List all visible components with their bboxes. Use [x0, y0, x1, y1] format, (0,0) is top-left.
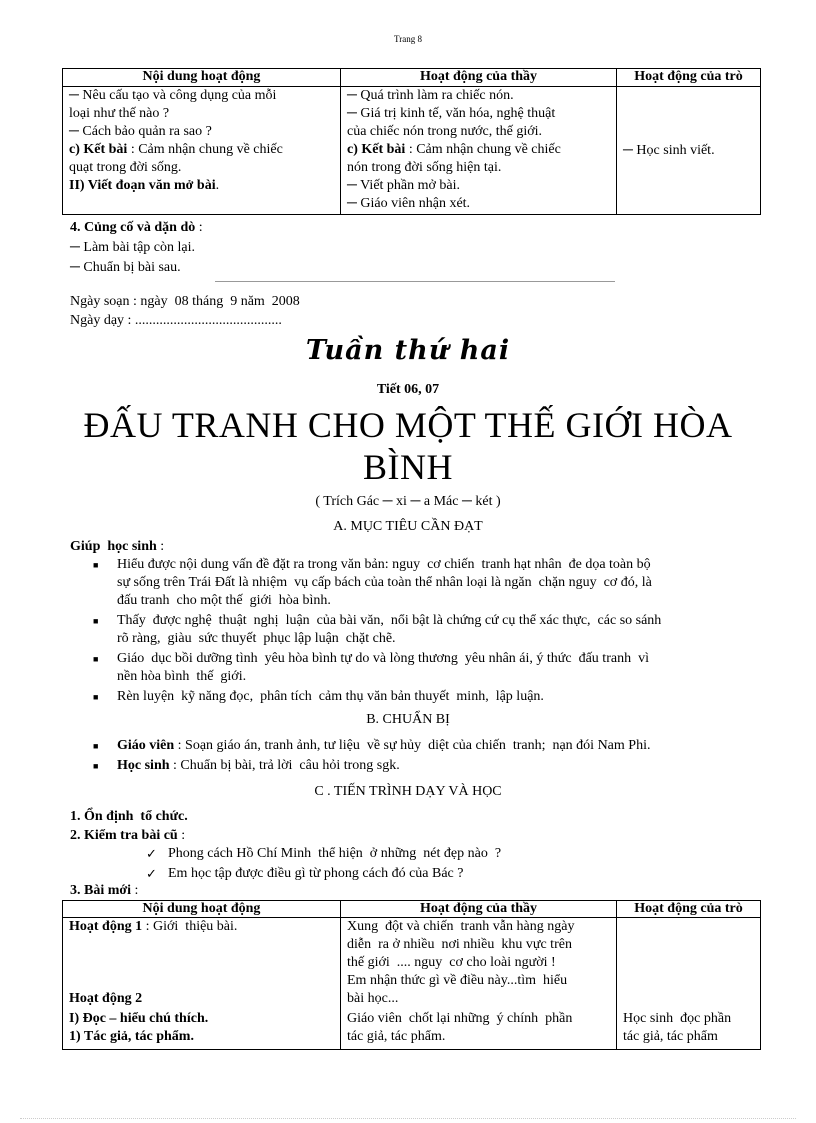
objectives-list: [93, 556, 757, 706]
hd2-item-text: 1) Tác giả, tác phẩm: [69, 1028, 191, 1044]
bullet-icon: ■: [93, 616, 99, 626]
hd1-teacher-line: diễn ra ở nhiều nơi nhiều khu vực trên: [347, 937, 572, 952]
review-question: [146, 845, 728, 863]
consolidation-section: [70, 219, 203, 277]
table1-teacher-line: [347, 141, 610, 159]
ket-bai-label: c) Kết bài: [347, 142, 406, 157]
table1-header-teacher: Hoạt động của thầy: [341, 69, 617, 87]
step-3-label: 3. Bài mới: [70, 883, 132, 898]
section-ii-heading: II) Viết đoạn văn mở bài: [69, 178, 216, 193]
hd2-student-line: Học sinh đọc phần: [623, 1010, 732, 1026]
intro-suffix: :: [156, 539, 165, 554]
lesson-title: [60, 404, 756, 488]
objective-line: sự sống trên Trái Đất là nhiệm vụ cấp bách của toàn thể nhân loại là ngăn chặn nguy cơ đó, là: [117, 575, 652, 590]
table1-teacher-line: nón trong đời sống hiện tại.: [347, 160, 502, 175]
lesson-title-line-2: BÌNH: [363, 447, 453, 487]
objective-line: Hiểu được nội dung vấn đề đặt ra trong văn bản: nguy cơ chiến tranh hạt nhân đe dọa toàn bộ: [117, 557, 651, 572]
consolidation-suffix: :: [195, 220, 203, 235]
bullet-icon: ■: [93, 761, 99, 771]
hd1-text: : Giới thiệu bài.: [142, 919, 238, 934]
week-title: Tuần thứ hai: [305, 335, 511, 366]
section-divider: [215, 281, 615, 282]
consolidation-item: ─ Làm bài tập còn lại.: [70, 240, 195, 255]
table2-header-student: Hoạt động của trò: [617, 901, 761, 918]
table1-content-line: [69, 177, 334, 195]
consolidation-heading: [70, 219, 203, 237]
review-questions: [146, 845, 728, 883]
prep-line: [117, 737, 777, 755]
prep-text: : Soạn giáo án, tranh ảnh, tư liệu về sự hủy diệt của chiến tranh; nạn đói Nam Phi.: [174, 738, 651, 753]
table1-content-line: ─ Nêu cấu tạo và công dụng của mỗi: [69, 88, 277, 103]
table2-hd1-student: [617, 918, 761, 1010]
review-question-text: Phong cách Hồ Chí Minh thể hiện ở những nét đẹp nào ?: [168, 846, 502, 861]
lesson-number: Tiết 06, 07: [376, 382, 440, 397]
hd2-item: I) Đọc – hiểu chú thích.: [69, 1010, 209, 1026]
step-1: 1. Ổn định tổ chức.: [70, 809, 188, 824]
table1-teacher-line: ─ Quá trình làm ra chiếc nón.: [347, 88, 514, 103]
table1-content-cell: [63, 87, 341, 215]
table1-teacher-line: ─ Viết phần mở bài.: [347, 178, 461, 193]
section-a-heading: A. MỤC TIÊU CẦN ĐẠT: [333, 519, 483, 534]
step-2-label: 2. Kiểm tra bài cũ: [70, 828, 178, 843]
table2-header-content: Nội dung hoạt động: [63, 901, 341, 918]
section-ii-period: .: [215, 178, 220, 193]
table1-student-cell: [617, 87, 761, 215]
table2-hd1-content: [63, 918, 341, 1010]
objective-item: [93, 650, 757, 686]
ket-bai-text: : Cảm nhận chung về chiếc: [405, 142, 561, 157]
section-c-heading: C . TIẾN TRÌNH DẠY VÀ HỌC: [314, 784, 502, 799]
consolidation-item: ─ Chuẩn bị bài sau.: [70, 260, 181, 275]
consolidation-label: 4. Củng cố và dặn dò: [70, 220, 196, 235]
table1-content-line: loại như thế nào ?: [69, 106, 170, 121]
table1-content-line: ─ Cách bảo quản ra sao ?: [69, 124, 212, 139]
table1-teacher-cell: [341, 87, 617, 215]
preparation-list: [93, 737, 777, 775]
hd2-item-text: I) Đọc – hiểu chú thích: [69, 1010, 205, 1026]
table2-header-teacher: Hoạt động của thầy: [341, 901, 617, 918]
activity-table-1: [62, 68, 761, 215]
section-b-heading: B. CHUẨN BỊ: [366, 712, 450, 727]
objective-item: [93, 612, 757, 648]
objective-line: rõ ràng, giàu sức thuyết phục lập luận chặt chẽ.: [117, 631, 396, 646]
hd1-line: [69, 918, 334, 936]
table1-header-content: Nội dung hoạt động: [63, 69, 341, 87]
table1-content-line: quạt trong đời sống.: [69, 160, 182, 175]
bullet-icon: ■: [93, 741, 99, 751]
checkmark-icon: ✓: [146, 846, 157, 861]
hd2-student-line: tác giả, tác phẩm: [623, 1028, 718, 1044]
activity-table-2: [62, 900, 761, 1050]
hd2-label: Hoạt động 2: [69, 991, 143, 1006]
hd1-teacher-line: bài học...: [347, 991, 399, 1006]
objective-line: Thấy được nghệ thuật nghị luận của bài văn, nổi bật là chứng cứ cụ thể xác thực, các so sánh: [117, 613, 662, 628]
bullet-icon: ■: [93, 560, 99, 570]
prep-item: [93, 757, 777, 775]
review-question-text: Em học tập được điều gì từ phong cách đó của Bác ?: [168, 866, 464, 881]
hd1-label: Hoạt động 1: [69, 919, 143, 934]
intro-line: [70, 538, 164, 556]
table1-teacher-line: của chiếc nón trong nước, thế giới.: [347, 124, 543, 139]
step-2: [70, 827, 185, 845]
step-2-suffix: :: [177, 828, 186, 843]
hd2-teacher-line: Giáo viên chốt lại những ý chính phần: [347, 1010, 573, 1026]
prep-line: [117, 757, 777, 775]
bullet-icon: ■: [93, 692, 99, 702]
step-3: [70, 882, 138, 900]
page-header: Trang 8: [394, 34, 422, 44]
checkmark-icon: ✓: [146, 866, 157, 881]
prep-label: Học sinh: [117, 758, 170, 773]
ngay-day: Ngày dạy : ..........................................: [70, 313, 282, 328]
objective-item: [93, 688, 757, 706]
table2-hd2-content: [63, 1010, 341, 1050]
hd2-item: 1) Tác giả, tác phẩm.: [69, 1028, 194, 1044]
objective-line: đấu tranh cho một thế giới hòa bình.: [117, 593, 331, 608]
ket-bai-text: : Cảm nhận chung về chiếc: [127, 142, 283, 157]
ket-bai-label: c) Kết bài: [69, 142, 128, 157]
table1-student-line: ─ Học sinh viết.: [623, 142, 715, 158]
source-citation: ( Trích Gác ─ xi ─ a Mác ─ két ): [315, 494, 501, 509]
ngay-soan: Ngày soạn : ngày 08 tháng 9 năm 2008: [70, 294, 300, 309]
objective-item: [93, 556, 757, 610]
objective-line: Rèn luyện kỹ năng đọc, phân tích cảm thụ văn bản thuyết minh, lập luận.: [117, 689, 544, 704]
table1-header-student: Hoạt động của trò: [617, 69, 761, 87]
table2-hd2-student: [617, 1010, 761, 1050]
objective-line: Giáo dục bồi dưỡng tình yêu hòa bình tự do và lòng thương yêu nhân ái, ý thức đấu tranh vì: [117, 651, 649, 666]
prep-text: : Chuẩn bị bài, trả lời câu hỏi trong sgk.: [169, 758, 400, 773]
hd1-teacher-line: thế giới .... nguy cơ cho loài người !: [347, 955, 556, 970]
step-3-suffix: :: [131, 883, 139, 898]
lesson-title-line-1: ĐẤU TRANH CHO MỘT THẾ GIỚI HÒA: [83, 405, 733, 445]
review-question: [146, 865, 728, 883]
intro-label: Giúp học sinh: [70, 539, 157, 554]
prep-label: Giáo viên: [117, 738, 175, 753]
table1-content-line: [69, 141, 334, 159]
hd1-teacher-line: Xung đột và chiến tranh vẫn hàng ngày: [347, 919, 575, 934]
bullet-icon: ■: [93, 654, 99, 664]
objective-line: nền hòa bình thế giới.: [117, 669, 247, 684]
table1-teacher-line: ─ Giáo viên nhận xét.: [347, 196, 471, 211]
prep-item: [93, 737, 777, 755]
table2-hd2-teacher: [341, 1010, 617, 1050]
table1-teacher-line: ─ Giá trị kinh tế, văn hóa, nghệ thuật: [347, 106, 556, 121]
table2-hd1-teacher: [341, 918, 617, 1010]
hd2-teacher-line: tác giả, tác phẩm.: [347, 1028, 446, 1044]
page-bottom-border: [20, 1118, 796, 1119]
hd1-teacher-line: Em nhận thức gì về điều này...tìm hiểu: [347, 973, 568, 988]
